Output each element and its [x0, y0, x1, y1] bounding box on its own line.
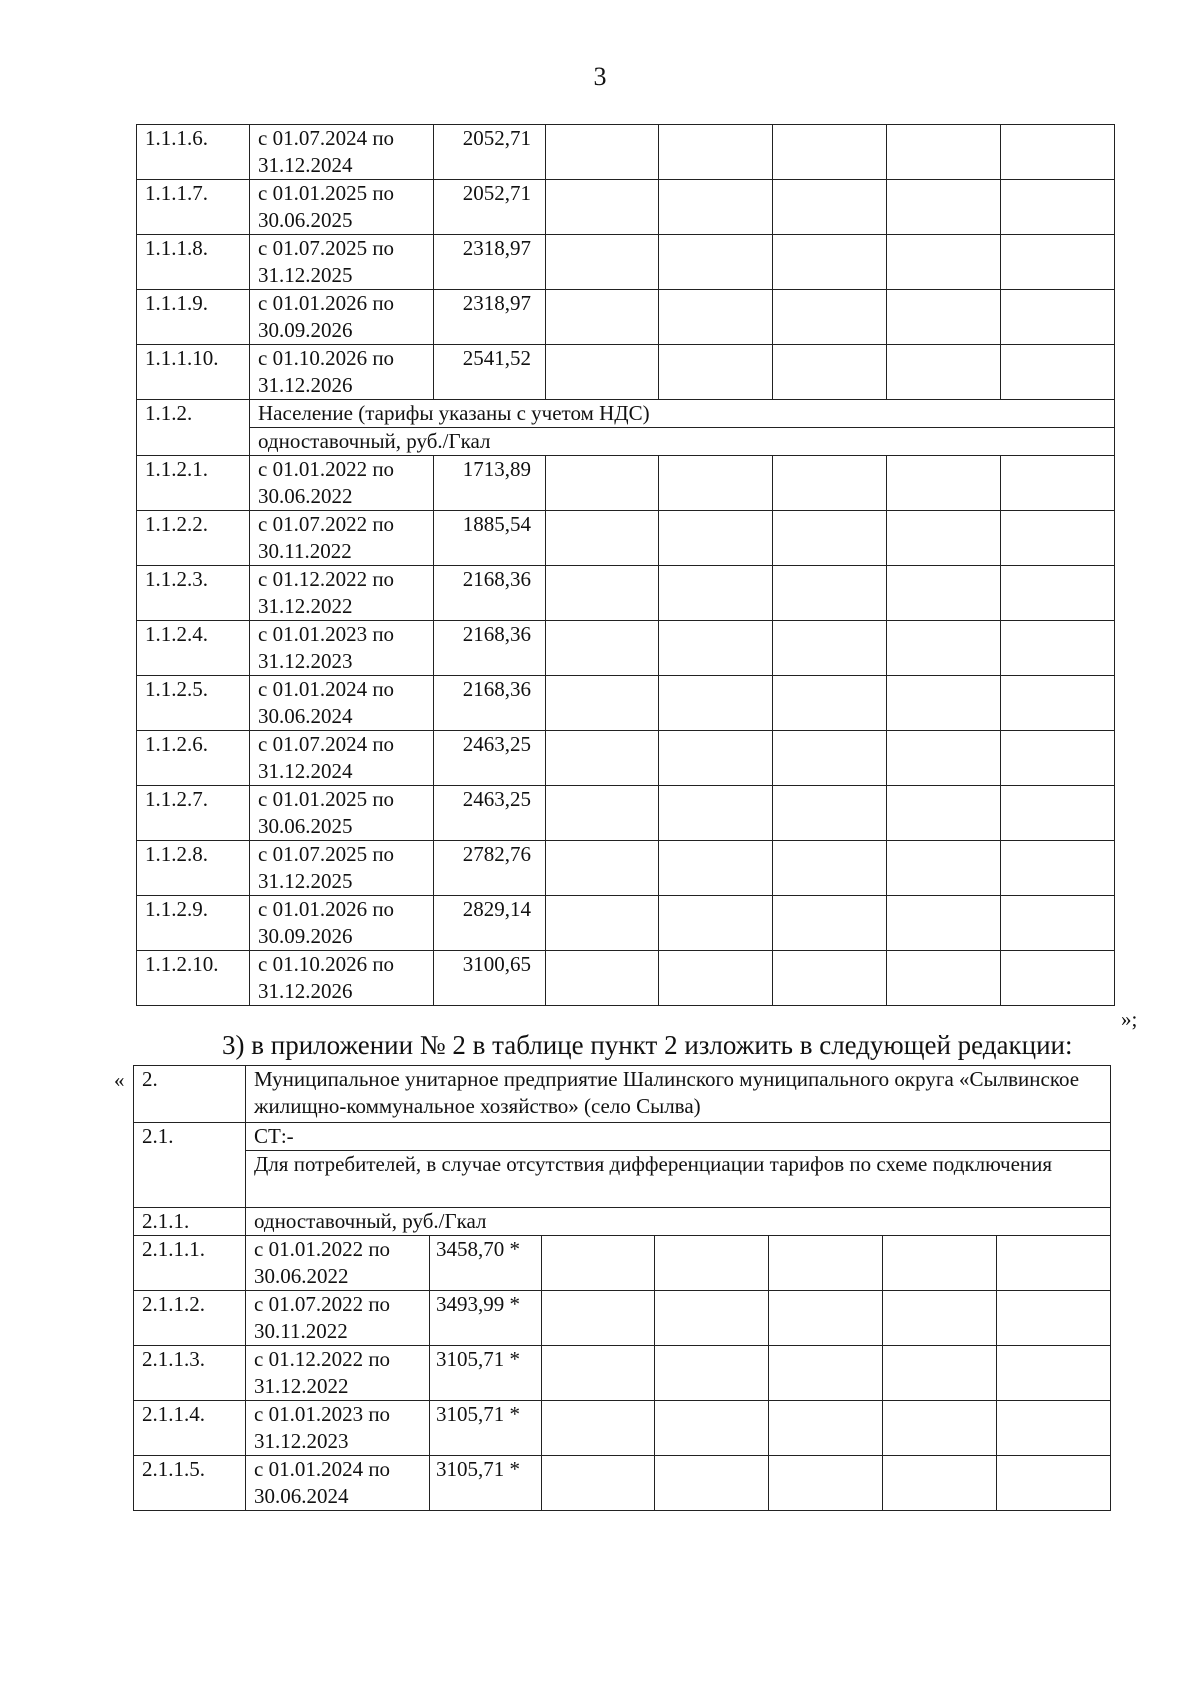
- empty-cell: [546, 841, 659, 896]
- row-period: с 01.10.2026 по 31.12.2026: [250, 951, 434, 1006]
- empty-cell: [1001, 951, 1115, 1006]
- row-number: 1.1.2.10.: [137, 951, 250, 1006]
- empty-cell: [773, 125, 887, 180]
- row-period: с 01.01.2023 по 31.12.2023: [246, 1401, 430, 1456]
- empty-cell: [546, 896, 659, 951]
- row-number: 1.1.1.10.: [137, 345, 250, 400]
- empty-cell: [546, 676, 659, 731]
- empty-cell: [887, 345, 1001, 400]
- empty-cell: [546, 345, 659, 400]
- empty-cell: [659, 731, 773, 786]
- empty-cell: [773, 180, 887, 235]
- row-period: с 01.01.2024 по 30.06.2024: [246, 1456, 430, 1511]
- empty-cell: [1001, 345, 1115, 400]
- empty-cell: [659, 951, 773, 1006]
- empty-cell: [655, 1456, 769, 1511]
- empty-cell: [773, 345, 887, 400]
- table-row: [137, 896, 1115, 951]
- row-value: 2463,25: [434, 731, 546, 786]
- row-value: 2168,36: [434, 676, 546, 731]
- empty-cell: [1001, 896, 1115, 951]
- empty-cell: [659, 566, 773, 621]
- row-period: с 01.07.2025 по 31.12.2025: [250, 235, 434, 290]
- row-period: с 01.12.2022 по 31.12.2022: [246, 1346, 430, 1401]
- row-value: 2463,25: [434, 786, 546, 841]
- tariff-table-enterprise: [133, 1065, 1111, 1511]
- empty-cell: [1001, 841, 1115, 896]
- enterprise-row: [134, 1066, 1111, 1123]
- empty-cell: [655, 1401, 769, 1456]
- row-number: 1.1.2.8.: [137, 841, 250, 896]
- tariff-table-population: [136, 124, 1115, 1006]
- row-period: с 01.12.2022 по 31.12.2022: [250, 566, 434, 621]
- table-row: [134, 1291, 1111, 1346]
- row-number: 1.1.1.7.: [137, 180, 250, 235]
- empty-cell: [887, 566, 1001, 621]
- empty-cell: [659, 786, 773, 841]
- table-row: [137, 125, 1115, 180]
- rate-row: [134, 1208, 1111, 1236]
- row-number: 1.1.2.3.: [137, 566, 250, 621]
- table-row: [137, 235, 1115, 290]
- empty-cell: [887, 841, 1001, 896]
- empty-cell: [546, 235, 659, 290]
- empty-cell: [773, 951, 887, 1006]
- row-period: с 01.01.2022 по 30.06.2022: [250, 456, 434, 511]
- consumer-desc-row: [134, 1151, 1111, 1208]
- empty-cell: [655, 1291, 769, 1346]
- table-row: [137, 180, 1115, 235]
- row-number: 1.1.1.6.: [137, 125, 250, 180]
- empty-cell: [655, 1236, 769, 1291]
- empty-cell: [887, 951, 1001, 1006]
- empty-cell: [546, 511, 659, 566]
- row-value: 2168,36: [434, 621, 546, 676]
- empty-cell: [542, 1291, 655, 1346]
- closing-quote-mark: »;: [1121, 1007, 1138, 1031]
- table-row: [137, 786, 1115, 841]
- row-value: 2318,97: [434, 290, 546, 345]
- empty-cell: [887, 621, 1001, 676]
- empty-cell: [546, 456, 659, 511]
- row-period: с 01.07.2022 по 30.11.2022: [246, 1291, 430, 1346]
- row-period: с 01.01.2025 по 30.06.2025: [250, 786, 434, 841]
- empty-cell: [659, 896, 773, 951]
- row-period: с 01.01.2024 по 30.06.2024: [250, 676, 434, 731]
- empty-cell: [773, 621, 887, 676]
- empty-cell: [773, 290, 887, 345]
- row-value: 3105,71 *: [430, 1346, 542, 1401]
- row-period: с 01.01.2025 по 30.06.2025: [250, 180, 434, 235]
- table-row: [134, 1236, 1111, 1291]
- section-subtitle-row: [137, 428, 1115, 456]
- empty-cell: [997, 1291, 1111, 1346]
- empty-cell: [1001, 456, 1115, 511]
- section-subtitle: одноставочный, руб./Гкал: [250, 428, 1115, 456]
- row-value: 1885,54: [434, 511, 546, 566]
- row-value: 2782,76: [434, 841, 546, 896]
- section-number: 1.1.2.: [137, 400, 250, 456]
- row-value: 3105,71 *: [430, 1456, 542, 1511]
- row-value: 2052,71: [434, 125, 546, 180]
- empty-cell: [1001, 511, 1115, 566]
- empty-cell: [769, 1401, 883, 1456]
- row-period: с 01.01.2023 по 31.12.2023: [250, 621, 434, 676]
- empty-cell: [546, 290, 659, 345]
- rate-number: 2.1.1.: [134, 1208, 246, 1236]
- empty-cell: [773, 731, 887, 786]
- row-number: 1.1.2.9.: [137, 896, 250, 951]
- table-row: [137, 456, 1115, 511]
- row-value: 1713,89: [434, 456, 546, 511]
- table-row: [137, 621, 1115, 676]
- empty-cell: [773, 841, 887, 896]
- empty-cell: [659, 841, 773, 896]
- empty-cell: [546, 621, 659, 676]
- empty-cell: [883, 1346, 997, 1401]
- st-row: [134, 1123, 1111, 1151]
- row-number: 1.1.2.4.: [137, 621, 250, 676]
- row-period: с 01.01.2022 по 30.06.2022: [246, 1236, 430, 1291]
- empty-cell: [997, 1346, 1111, 1401]
- consumer-description: Для потребителей, в случае отсутствия дифференциации тарифов по схеме подключения: [246, 1151, 1111, 1208]
- empty-cell: [773, 896, 887, 951]
- empty-cell: [1001, 786, 1115, 841]
- empty-cell: [1001, 566, 1115, 621]
- empty-cell: [659, 511, 773, 566]
- row-period: с 01.07.2022 по 30.11.2022: [250, 511, 434, 566]
- page-number: 3: [593, 62, 607, 91]
- row-number: 2.1.1.2.: [134, 1291, 246, 1346]
- empty-cell: [769, 1236, 883, 1291]
- empty-cell: [1001, 235, 1115, 290]
- row-number: 1.1.1.9.: [137, 290, 250, 345]
- table-row: [137, 841, 1115, 896]
- empty-cell: [659, 676, 773, 731]
- empty-cell: [887, 786, 1001, 841]
- row-number: 1.1.2.2.: [137, 511, 250, 566]
- table-row: [137, 290, 1115, 345]
- subsection-number: 2.1.: [134, 1123, 246, 1208]
- empty-cell: [546, 180, 659, 235]
- empty-cell: [542, 1456, 655, 1511]
- empty-cell: [887, 511, 1001, 566]
- row-value: 3105,71 *: [430, 1401, 542, 1456]
- row-value: 3100,65: [434, 951, 546, 1006]
- empty-cell: [546, 786, 659, 841]
- empty-cell: [997, 1401, 1111, 1456]
- rate-label: одноставочный, руб./Гкал: [246, 1208, 1111, 1236]
- empty-cell: [773, 786, 887, 841]
- table-row: [134, 1401, 1111, 1456]
- empty-cell: [997, 1456, 1111, 1511]
- empty-cell: [659, 345, 773, 400]
- empty-cell: [773, 511, 887, 566]
- row-value: 2052,71: [434, 180, 546, 235]
- empty-cell: [773, 456, 887, 511]
- empty-cell: [773, 566, 887, 621]
- row-number: 1.1.2.5.: [137, 676, 250, 731]
- empty-cell: [883, 1401, 997, 1456]
- row-period: с 01.01.2026 по 30.09.2026: [250, 290, 434, 345]
- row-number: 2.1.1.5.: [134, 1456, 246, 1511]
- table-row: [137, 676, 1115, 731]
- empty-cell: [546, 125, 659, 180]
- empty-cell: [887, 125, 1001, 180]
- empty-cell: [546, 951, 659, 1006]
- row-number: 1.1.2.7.: [137, 786, 250, 841]
- row-period: с 01.07.2024 по 31.12.2024: [250, 125, 434, 180]
- empty-cell: [1001, 621, 1115, 676]
- empty-cell: [542, 1236, 655, 1291]
- table-row: [134, 1346, 1111, 1401]
- empty-cell: [773, 235, 887, 290]
- st-label: СТ:-: [246, 1123, 1111, 1151]
- empty-cell: [887, 896, 1001, 951]
- row-number: 2.1.1.4.: [134, 1401, 246, 1456]
- table-row: [137, 951, 1115, 1006]
- table-row: [137, 731, 1115, 786]
- empty-cell: [1001, 125, 1115, 180]
- empty-cell: [1001, 290, 1115, 345]
- table-row: [137, 345, 1115, 400]
- row-value: 2168,36: [434, 566, 546, 621]
- row-number: 2.1.1.3.: [134, 1346, 246, 1401]
- empty-cell: [887, 290, 1001, 345]
- empty-cell: [883, 1291, 997, 1346]
- empty-cell: [887, 180, 1001, 235]
- empty-cell: [546, 731, 659, 786]
- section-row: [137, 400, 1115, 428]
- empty-cell: [659, 290, 773, 345]
- row-period: с 01.01.2026 по 30.09.2026: [250, 896, 434, 951]
- empty-cell: [887, 456, 1001, 511]
- empty-cell: [887, 235, 1001, 290]
- empty-cell: [1001, 180, 1115, 235]
- empty-cell: [769, 1346, 883, 1401]
- enterprise-number: 2.: [134, 1066, 246, 1123]
- row-value: 3493,99 *: [430, 1291, 542, 1346]
- empty-cell: [883, 1456, 997, 1511]
- empty-cell: [655, 1346, 769, 1401]
- row-value: 3458,70 *: [430, 1236, 542, 1291]
- section-title: Население (тарифы указаны с учетом НДС): [250, 400, 1115, 428]
- empty-cell: [542, 1401, 655, 1456]
- empty-cell: [542, 1346, 655, 1401]
- empty-cell: [659, 456, 773, 511]
- row-number: 1.1.2.1.: [137, 456, 250, 511]
- empty-cell: [659, 180, 773, 235]
- empty-cell: [887, 676, 1001, 731]
- empty-cell: [883, 1236, 997, 1291]
- row-value: 2829,14: [434, 896, 546, 951]
- empty-cell: [659, 125, 773, 180]
- row-number: 2.1.1.1.: [134, 1236, 246, 1291]
- row-period: с 01.07.2024 по 31.12.2024: [250, 731, 434, 786]
- empty-cell: [997, 1236, 1111, 1291]
- enterprise-name: Муниципальное унитарное предприятие Шалинского муниципального округа «Сылвинское жилищно-коммунальное хозяйство» (село Сылва): [246, 1066, 1111, 1123]
- row-period: с 01.07.2025 по 31.12.2025: [250, 841, 434, 896]
- empty-cell: [546, 566, 659, 621]
- empty-cell: [1001, 676, 1115, 731]
- amendment-instruction: 3) в приложении № 2 в таблице пункт 2 изложить в следующей редакции:: [222, 1030, 1073, 1060]
- empty-cell: [659, 621, 773, 676]
- row-number: 1.1.2.6.: [137, 731, 250, 786]
- empty-cell: [1001, 731, 1115, 786]
- empty-cell: [769, 1291, 883, 1346]
- row-value: 2318,97: [434, 235, 546, 290]
- empty-cell: [659, 235, 773, 290]
- table-row: [137, 566, 1115, 621]
- empty-cell: [887, 731, 1001, 786]
- opening-quote-mark: «: [114, 1068, 125, 1092]
- empty-cell: [773, 676, 887, 731]
- empty-cell: [769, 1456, 883, 1511]
- table-row: [137, 511, 1115, 566]
- row-number: 1.1.1.8.: [137, 235, 250, 290]
- row-value: 2541,52: [434, 345, 546, 400]
- row-period: с 01.10.2026 по 31.12.2026: [250, 345, 434, 400]
- table-row: [134, 1456, 1111, 1511]
